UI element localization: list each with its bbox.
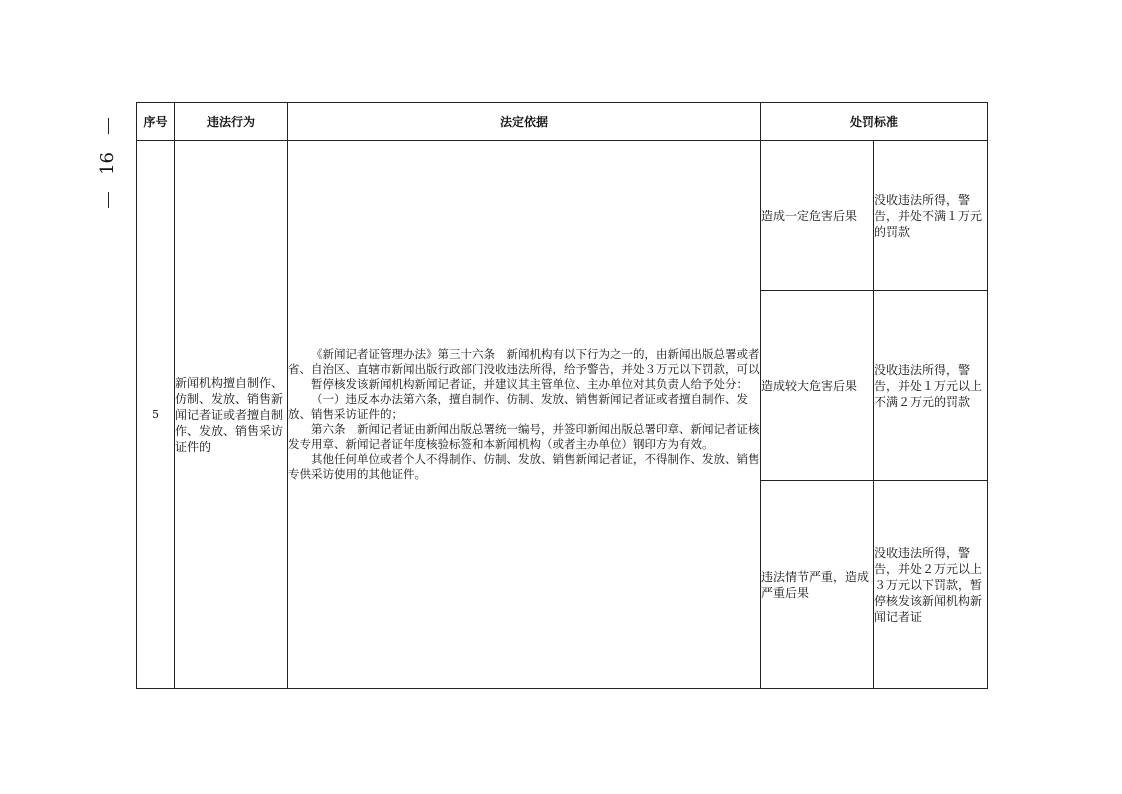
header-seq: 序号 — [137, 103, 175, 141]
row-seq: 5 — [137, 141, 175, 689]
page-number-dash-top — [108, 118, 109, 134]
header-row — [137, 103, 988, 141]
penalty-condition: 造成一定危害后果 — [761, 141, 874, 291]
header-basis: 法定依据 — [288, 103, 761, 141]
header-violation: 违法行为 — [175, 103, 288, 141]
penalty-standard: 没收违法所得，警告，并处２万元以上３万元以下罚款，暂停核发该新闻机构新闻记者证 — [874, 481, 988, 689]
penalty-standard: 没收违法所得，警告，并处１万元以上不满２万元的罚款 — [874, 291, 988, 481]
basis-paragraph: 第六条 新闻记者证由新闻出版总署统一编号，并签印新闻出版总署印章、新闻记者证核发专用章、新闻记者证年度核验标签和本新闻机构（或者主办单位）钢印方为有效。 — [288, 422, 760, 451]
header-penalty: 处罚标准 — [761, 103, 988, 141]
table-row — [137, 141, 988, 291]
penalty-condition: 造成较大危害后果 — [761, 291, 874, 481]
penalty-condition: 违法情节严重，造成严重后果 — [761, 481, 874, 689]
basis-paragraph: 《新闻记者证管理办法》第三十六条 新闻机构有以下行为之一的，由新闻出版总署或者省、自治区、直辖市新闻出版行政部门没收违法所得，给予警告，并处３万元以下罚款，可以 — [288, 347, 760, 376]
basis-paragraph: （一）违反本办法第六条，擅自制作、仿制、发放、销售新闻记者证或者擅自制作、发放、销售采访证件的； — [288, 392, 748, 421]
row-violation: 新闻机构擅自制作、仿制、发放、销售新闻记者证或者擅自制作、发放、销售采访证件的 — [175, 141, 288, 689]
penalty-table — [136, 102, 988, 689]
row-basis — [288, 141, 761, 689]
penalty-standard: 没收违法所得，警告，并处不满１万元的罚款 — [874, 141, 988, 291]
page-number-text: 16 — [97, 151, 118, 175]
page-number-dash-bottom — [108, 192, 109, 208]
basis-paragraph: 其他任何单位或者个人不得制作、仿制、发放、销售新闻记者证，不得制作、发放、销售专供采访使用的其他证件。 — [288, 452, 760, 481]
basis-paragraph: 暂停核发该新闻机构新闻记者证，并建议其主管单位、主办单位对其负责人给予处分： — [311, 377, 748, 391]
page-number — [88, 118, 128, 208]
